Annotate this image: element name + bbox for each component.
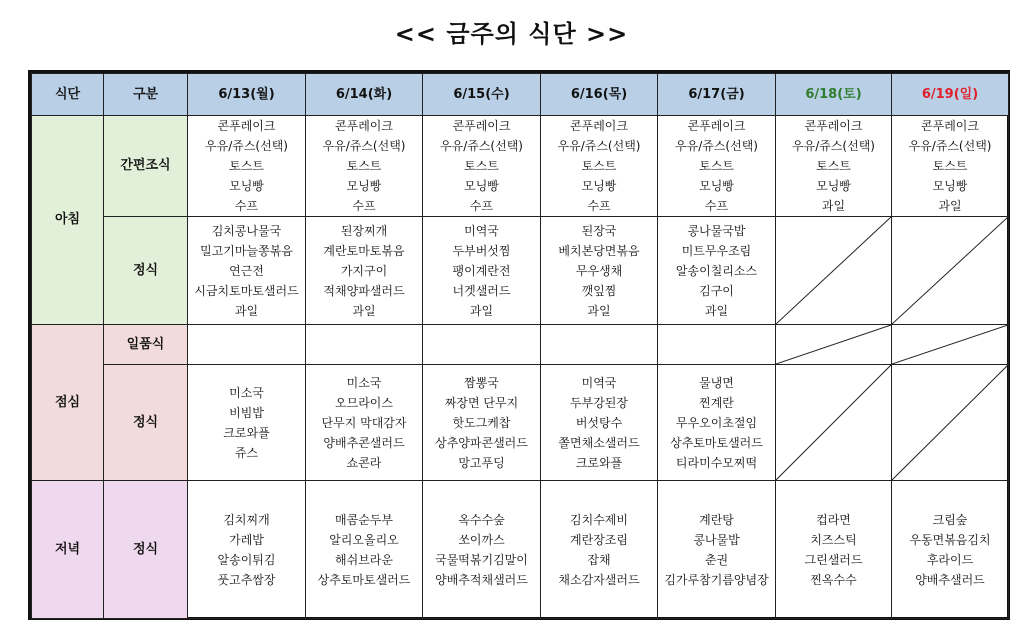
- menu-item: 콘푸레이크: [687, 119, 746, 133]
- menu-item: 토스트: [464, 159, 499, 173]
- menu-cell: [306, 481, 423, 619]
- menu-item: 양배추샐러드: [915, 572, 985, 587]
- menu-item: 연근전: [229, 263, 264, 278]
- menu-item: 크로와플: [223, 425, 270, 440]
- menu-cell: [188, 365, 306, 481]
- dinner-regular-row: [32, 481, 1009, 619]
- day-header-sat: 6/18(토): [776, 74, 892, 116]
- menu-item: 찐옥수수: [810, 572, 857, 587]
- menu-item: 과일: [469, 303, 494, 318]
- menu-cell: [541, 116, 658, 217]
- menu-item: 밀고기마늘쫑볶음: [200, 243, 293, 258]
- menu-item: 깻잎찜: [581, 283, 617, 298]
- menu-item: 티라미수모찌떡: [675, 455, 758, 470]
- menu-item: 우유/쥬스(선택): [675, 139, 758, 153]
- menu-item: 적채양파샐러드: [323, 283, 405, 298]
- menu-item: 양배추적채샐러드: [435, 572, 528, 587]
- menu-item: 쇼콘라: [346, 455, 382, 470]
- menu-item: 망고푸딩: [458, 455, 505, 470]
- weekly-menu-table: [31, 73, 1009, 619]
- menu-item: 과일: [234, 303, 259, 318]
- menu-item: 김치수제비: [570, 512, 628, 527]
- menu-item: 과일: [587, 303, 611, 318]
- breakfast-regular-label: 정식: [104, 217, 188, 325]
- menu-item: 찐계란: [699, 395, 734, 410]
- menu-item: 짜장면 단무지: [444, 395, 519, 410]
- menu-item: 과일: [352, 303, 376, 318]
- menu-item: 과일: [938, 199, 962, 213]
- menu-item: 시금치토마토샐러드: [194, 283, 299, 298]
- menu-item: 콩나물밥: [693, 532, 740, 547]
- empty-cell-diagonal: [892, 325, 1009, 365]
- menu-item: 김가루참기름양념장: [664, 572, 769, 587]
- menu-item: 미소국: [346, 375, 382, 390]
- lunch-single-label: 일품식: [104, 325, 188, 365]
- menu-item: 김구이: [699, 283, 734, 298]
- menu-item: 무우오이초절임: [675, 415, 758, 430]
- menu-item: 미역국: [581, 375, 617, 390]
- menu-item: 풋고추쌈장: [217, 572, 276, 587]
- lunch-label: 점심: [32, 325, 104, 481]
- menu-item: 수프: [352, 199, 376, 213]
- menu-cell: [306, 217, 423, 325]
- menu-item: 계란탕: [699, 512, 734, 527]
- day-header-fri: 6/17(금): [658, 74, 776, 116]
- menu-item: 토스트: [229, 159, 264, 173]
- empty-cell-diagonal: [776, 365, 892, 481]
- menu-item: 해쉬브라운: [335, 552, 393, 567]
- menu-item: 후라이드: [926, 552, 974, 567]
- menu-item: 계란장조림: [570, 532, 628, 547]
- lunch-regular-label: 정식: [104, 365, 188, 481]
- menu-cell: [306, 116, 423, 217]
- menu-item: 잡채: [587, 552, 611, 567]
- menu-item: 팽이계란전: [452, 263, 511, 278]
- menu-item: 알송이칠리소스: [675, 263, 758, 278]
- menu-cell: [776, 116, 892, 217]
- dinner-regular-label: 정식: [104, 481, 188, 619]
- menu-item: 콘푸레이크: [804, 119, 863, 133]
- menu-item: 콘푸레이크: [335, 119, 393, 133]
- menu-item: 치즈스틱: [810, 532, 857, 547]
- menu-item: 크림숲: [932, 512, 968, 527]
- menu-item: 물냉면: [699, 375, 734, 390]
- menu-item: 버섯탕수: [575, 415, 623, 430]
- menu-cell: [892, 116, 1009, 217]
- menu-item: 수프: [704, 199, 729, 213]
- menu-item: 모닝빵: [464, 179, 499, 193]
- menu-item: 미역국: [464, 223, 499, 238]
- menu-item: 김치찌개: [223, 512, 270, 527]
- menu-item: 콘푸레이크: [452, 119, 511, 133]
- lunch-regular-row: [32, 365, 1009, 481]
- menu-item: 무우생채: [575, 263, 623, 278]
- menu-item: 비빔밥: [229, 405, 264, 420]
- menu-item: 상추토마토샐러드: [670, 435, 763, 450]
- menu-cell: [188, 116, 306, 217]
- menu-item: 쫄면채소샐러드: [558, 435, 640, 450]
- breakfast-light-row: [32, 116, 1009, 217]
- page-title: << 금주의 식단 >>: [394, 20, 629, 48]
- menu-item: 우유/쥬스(선택): [557, 139, 641, 153]
- menu-item: 핫도그케찹: [452, 415, 511, 430]
- dinner-label: 저녁: [32, 481, 104, 619]
- menu-item: 크로와플: [575, 455, 623, 470]
- menu-item: 토스트: [699, 159, 734, 173]
- menu-item: 토스트: [816, 159, 851, 173]
- menu-item: 가레밥: [229, 532, 264, 547]
- menu-cell: [306, 365, 423, 481]
- menu-cell: [423, 481, 541, 619]
- header-row: [32, 74, 1009, 116]
- menu-item: 쏘이까스: [458, 532, 505, 547]
- menu-cell: [423, 116, 541, 217]
- menu-cell: [188, 325, 306, 365]
- menu-item: 김치콩나물국: [211, 223, 282, 238]
- menu-item: 과일: [821, 199, 846, 213]
- empty-cell-diagonal: [776, 217, 892, 325]
- menu-cell: [423, 365, 541, 481]
- menu-item: 춘권: [704, 552, 729, 567]
- day-header-thu: 6/16(목): [541, 74, 658, 116]
- menu-item: 된장찌개: [340, 223, 388, 238]
- menu-item: 양배추콘샐러드: [323, 435, 405, 450]
- day-header-sun: 6/19(일): [892, 74, 1009, 116]
- menu-item: 모닝빵: [581, 179, 617, 193]
- empty-cell-diagonal: [776, 325, 892, 365]
- menu-item: 알송이튀김: [217, 552, 276, 567]
- menu-cell: [658, 325, 776, 365]
- empty-cell-diagonal: [892, 217, 1009, 325]
- menu-item: 채소감자샐러드: [558, 572, 640, 587]
- menu-item: 수프: [469, 199, 494, 213]
- menu-cell: [188, 217, 306, 325]
- day-header-wed: 6/15(수): [423, 74, 541, 116]
- menu-item: 콩나물국밥: [687, 223, 746, 238]
- menu-item: 모닝빵: [346, 179, 382, 193]
- menu-cell: [776, 481, 892, 619]
- menu-item: 과일: [704, 303, 729, 318]
- menu-cell: [541, 325, 658, 365]
- menu-item: 우유/쥬스(선택): [792, 139, 875, 153]
- menu-cell: [658, 217, 776, 325]
- menu-item: 국물떡볶기김말이: [435, 552, 528, 567]
- menu-cell: [541, 481, 658, 619]
- menu-item: 매콤순두부: [335, 512, 393, 527]
- breakfast-regular-row: [32, 217, 1009, 325]
- menu-item: 계란토마토볶음: [323, 243, 405, 258]
- menu-item: 우유/쥬스(선택): [322, 139, 406, 153]
- meal-column-header: 식단: [32, 74, 104, 116]
- menu-item: 컵라면: [816, 512, 851, 527]
- menu-item: 베치본당면볶음: [558, 243, 640, 258]
- menu-item: 두부버섯찜: [452, 243, 511, 258]
- menu-item: 수프: [234, 199, 259, 213]
- menu-item: 콘푸레이크: [570, 119, 628, 133]
- lunch-single-row: [32, 325, 1009, 365]
- menu-item: 미트무우조림: [681, 243, 752, 258]
- menu-item: 너겟샐러드: [452, 283, 511, 298]
- menu-item: 토스트: [932, 159, 968, 173]
- menu-item: 토스트: [346, 159, 382, 173]
- menu-item: 가지구이: [340, 263, 388, 278]
- day-header-tue: 6/14(화): [306, 74, 423, 116]
- menu-item: 토스트: [581, 159, 617, 173]
- breakfast-light-label: 간편조식: [104, 116, 188, 217]
- menu-item: 알리오올리오: [329, 532, 399, 547]
- menu-item: 수프: [587, 199, 611, 213]
- menu-item: 모닝빵: [932, 179, 968, 193]
- menu-item: 쥬스: [234, 445, 259, 460]
- menu-item: 옥수수숲: [458, 512, 505, 527]
- menu-cell: [188, 481, 306, 619]
- menu-item: 우동면볶음김치: [909, 532, 991, 547]
- menu-item: 된장국: [581, 223, 617, 238]
- menu-item: 상추토마토샐러드: [317, 572, 411, 587]
- menu-cell: [541, 365, 658, 481]
- type-column-header: 구분: [104, 74, 188, 116]
- breakfast-label: 아침: [32, 116, 104, 325]
- menu-item: 우유/쥬스(선택): [205, 139, 288, 153]
- menu-cell: [658, 481, 776, 619]
- menu-item: 모닝빵: [699, 179, 734, 193]
- menu-item: 콘푸레이크: [217, 119, 276, 133]
- menu-cell: [423, 217, 541, 325]
- menu-item: 상추양파콘샐러드: [435, 435, 528, 450]
- menu-cell: [541, 217, 658, 325]
- menu-item: 오므라이스: [335, 395, 393, 410]
- menu-cell: [892, 481, 1009, 619]
- menu-item: 모닝빵: [816, 179, 851, 193]
- day-header-mon: 6/13(월): [188, 74, 306, 116]
- menu-item: 모닝빵: [229, 179, 264, 193]
- menu-item: 콘푸레이크: [921, 119, 979, 133]
- menu-item: 우유/쥬스(선택): [908, 139, 992, 153]
- menu-cell: [306, 325, 423, 365]
- menu-item: 우유/쥬스(선택): [440, 139, 523, 153]
- empty-cell-diagonal: [892, 365, 1009, 481]
- menu-item: 두부강된장: [570, 395, 628, 410]
- menu-item: 짬뽕국: [464, 375, 499, 390]
- menu-item: 미소국: [229, 385, 264, 400]
- menu-item: 단무지 막대감자: [321, 415, 407, 430]
- menu-cell: [423, 325, 541, 365]
- menu-item: 그린샐러드: [804, 552, 863, 567]
- menu-cell: [658, 116, 776, 217]
- menu-cell: [658, 365, 776, 481]
